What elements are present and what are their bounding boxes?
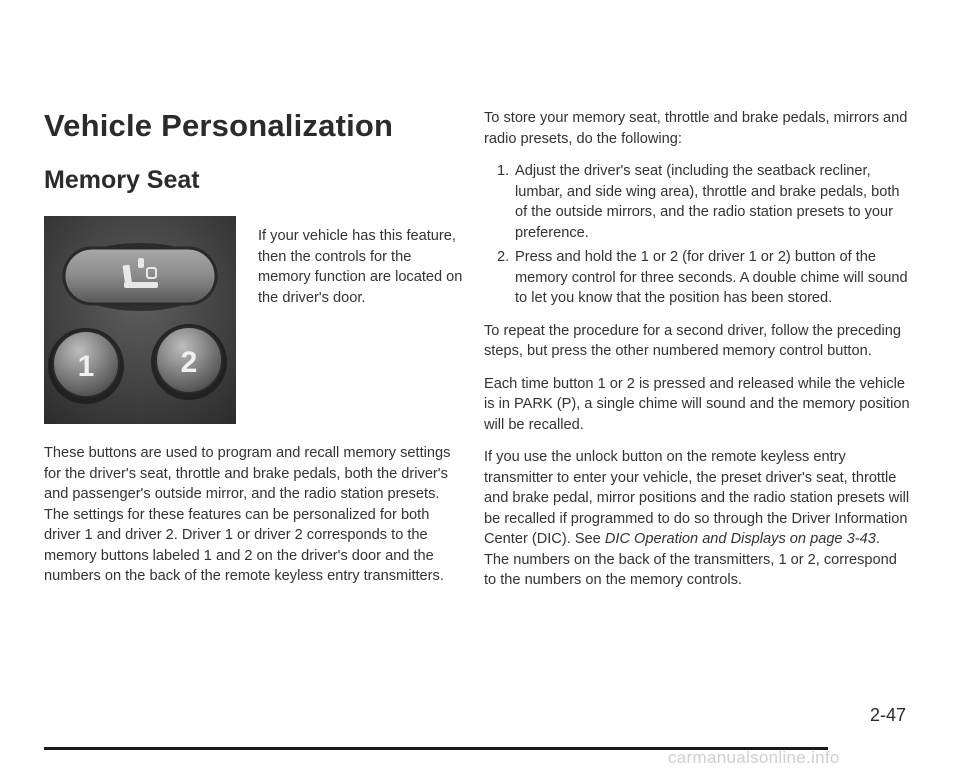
buttons-description-paragraph: These buttons are used to program and recall memory settings for the driver's seat, throttle and brake pedals, both the driver's and passenger's outside mirror, and the radio station presets. The settings for these features can be personalized for both driver 1 and driver 2. Driver 1 or driver 2 corresponds to the memory buttons labeled 1 and 2 on the driver's door and the numbers on the back of the remote keyless entry transmitters.	[44, 445, 451, 584]
section-title: Vehicle Personalization	[44, 108, 394, 143]
step-item	[484, 161, 912, 243]
watermark: carmanualsonline.info	[668, 748, 840, 767]
reference-period: .	[875, 531, 880, 547]
right-column	[484, 108, 912, 603]
memory-button-1-label: 1	[77, 350, 95, 383]
transmitter-numbers-paragraph: The numbers on the back of the transmitters, 1 or 2, correspond to the numbers on the memory controls.	[484, 551, 897, 588]
seat-memory-button	[64, 248, 216, 304]
step-text: Adjust the driver's seat (including the seatback recliner, lumbar, and side wing area), throttle and brake pedals, both of the outside mirrors, and the radio station presets to your preference.	[515, 163, 900, 241]
step-item	[484, 247, 912, 309]
recall-paragraph: Each time button 1 or 2 is pressed and released while the vehicle is in PARK (P), a single chime will sound and the memory position will be recalled.	[484, 375, 910, 433]
unlock-recall-text: If you use the unlock button on the remote keyless entry transmitter to enter your vehicle, the preset driver's seat, throttle and brake pedal, mirror positions and the radio station presets will be recalled if programmed to do so through the Driver Information Center (DIC). See	[484, 449, 910, 547]
step-text: Press and hold the 1 or 2 (for driver 1 or 2) button of the memory control for three seconds. A double chime will sound to let you know that the position has been stored.	[515, 249, 908, 306]
unlock-recall-paragraph	[484, 447, 912, 550]
page-number: 2-47	[870, 705, 907, 725]
store-instructions-intro: To store your memory seat, throttle and brake pedals, mirrors and radio presets, do the following:	[484, 110, 908, 147]
memory-button-2-label: 2	[180, 346, 198, 379]
dic-reference-link[interactable]: DIC Operation and Displays on page 3-43	[604, 531, 876, 547]
step-number: 2.	[497, 249, 510, 265]
repeat-procedure-paragraph: To repeat the procedure for a second driver, follow the preceding steps, but press the other numbered memory control button.	[484, 322, 901, 359]
subsection-title: Memory Seat	[44, 166, 200, 194]
memory-buttons-photo	[44, 216, 236, 424]
intro-text: If your vehicle has this feature, then the controls for the memory function are located on the driver's door.	[258, 228, 463, 306]
store-steps-list	[484, 161, 912, 309]
step-number: 1.	[497, 163, 510, 179]
